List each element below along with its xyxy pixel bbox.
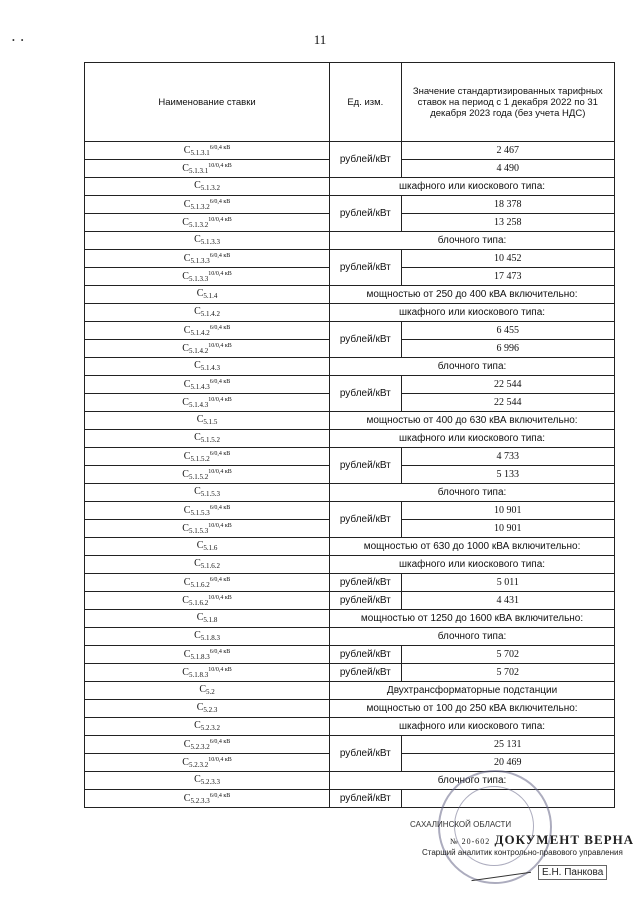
rate-code	[85, 376, 330, 394]
rate-value: 5 133	[401, 466, 614, 484]
rate-code-index: 5.2	[206, 687, 215, 696]
rate-code-voltage: 6/0,4 кВ	[209, 450, 231, 457]
rate-code-index: 5.1.4.2	[190, 328, 210, 337]
rate-value: 4 490	[401, 160, 614, 178]
rate-code	[85, 250, 330, 268]
rate-code-index: 5.1.3.2	[190, 202, 210, 211]
table-row	[85, 250, 615, 268]
rate-code	[85, 232, 330, 250]
rate-code-voltage: 6/0,4 кВ	[209, 504, 231, 511]
rate-code-base: С	[182, 594, 189, 606]
rate-code	[85, 358, 330, 376]
table-row	[85, 592, 615, 610]
rate-code-index: 5.2.3.3	[190, 796, 210, 805]
rate-code-base: С	[183, 144, 191, 156]
rate-code-base: С	[182, 756, 189, 768]
rate-code-voltage: 6/0,4 кВ	[209, 324, 231, 331]
rate-code-index: 5.2.3	[203, 705, 218, 714]
rate-code	[85, 736, 330, 754]
rate-code-index: 5.1.3.3	[188, 274, 209, 283]
rate-code-base: С	[196, 539, 204, 551]
rate-value: 5 702	[401, 646, 614, 664]
rate-code-voltage: 10/0,4 кВ	[208, 666, 232, 673]
rate-code	[85, 196, 330, 214]
rate-code-index: 5.1.6.2	[188, 598, 209, 607]
rate-code-index: 5.1.5.2	[188, 472, 209, 481]
unit-cell: рублей/кВт	[330, 448, 401, 484]
rate-code-voltage: 6/0,4 кВ	[209, 738, 231, 745]
rate-code-base: С	[182, 666, 189, 678]
section-title: мощностью от 1250 до 1600 кВА включительно:	[330, 610, 615, 628]
table-row	[85, 448, 615, 466]
rate-value: 5 011	[401, 574, 614, 592]
section-row	[85, 628, 615, 646]
rate-code-base: С	[182, 396, 189, 408]
unit-cell: рублей/кВт	[330, 250, 401, 286]
rate-code-base: С	[194, 359, 201, 371]
header-unit: Ед. изм.	[330, 63, 401, 142]
rate-code-voltage: 6/0,4 кВ	[209, 378, 231, 385]
rate-code	[85, 430, 330, 448]
table-header-row	[85, 63, 615, 142]
section-title: блочного типа:	[330, 484, 615, 502]
section-row	[85, 232, 615, 250]
rate-code	[85, 160, 330, 178]
rate-code	[85, 322, 330, 340]
unit-cell: рублей/кВт	[330, 196, 401, 232]
rate-value: 4 733	[401, 448, 614, 466]
rate-code-index: 5.1.6	[203, 543, 218, 552]
stamp-department: Старший аналитик контрольно-правового управления	[422, 848, 623, 857]
tariff-table	[84, 62, 615, 808]
rate-code	[85, 592, 330, 610]
rate-code-base: С	[199, 683, 206, 695]
rate-code-index: 5.1.5.3	[200, 489, 220, 498]
rate-code-base: С	[194, 719, 201, 731]
rate-code-base: С	[183, 738, 191, 750]
rate-code-voltage: 10/0,4 кВ	[208, 396, 232, 403]
rate-code-base: С	[183, 378, 191, 390]
rate-code-index: 5.1.3.2	[200, 183, 220, 192]
rate-value: 6 455	[401, 322, 614, 340]
rate-code	[85, 286, 330, 304]
section-title: шкафного или киоскового типа:	[330, 556, 615, 574]
section-title: блочного типа:	[330, 358, 615, 376]
rate-code	[85, 682, 330, 700]
rate-code	[85, 790, 330, 808]
rate-value: 25 131	[401, 736, 614, 754]
header-value: Значение стандартизированных тарифных ставок на период с 1 декабря 2022 по 31 декабря 2023 года (без учета НДС)	[401, 63, 614, 142]
rate-code-index: 5.1.5.2	[200, 435, 220, 444]
rate-code	[85, 412, 330, 430]
rate-value: 6 996	[401, 340, 614, 358]
rate-code-index: 5.2.3.3	[200, 777, 220, 786]
rate-code-base: С	[183, 450, 191, 462]
rate-code-index: 5.1.4	[203, 291, 218, 300]
table-row	[85, 376, 615, 394]
rate-code	[85, 268, 330, 286]
rate-code-base: С	[194, 179, 201, 191]
unit-cell: рублей/кВт	[330, 592, 401, 610]
unit-cell: рублей/кВт	[330, 574, 401, 592]
rate-code-base: С	[196, 287, 204, 299]
section-title: блочного типа:	[330, 772, 615, 790]
section-row	[85, 610, 615, 628]
rate-value: 2 467	[401, 142, 614, 160]
section-title: мощностью от 100 до 250 кВА включительно:	[330, 700, 615, 718]
table-row	[85, 196, 615, 214]
rate-value: 22 544	[401, 394, 614, 412]
rate-code	[85, 304, 330, 322]
rate-code-base: С	[182, 270, 189, 282]
rate-code-voltage: 6/0,4 кВ	[209, 792, 231, 799]
rate-code-index: 5.1.3.1	[190, 148, 210, 157]
section-row	[85, 556, 615, 574]
section-row	[85, 718, 615, 736]
rate-code	[85, 394, 330, 412]
table-row	[85, 574, 615, 592]
rate-code-voltage: 6/0,4 кВ	[209, 576, 231, 583]
rate-code-base: С	[194, 485, 201, 497]
rate-code-index: 5.1.8.3	[188, 670, 209, 679]
section-title: шкафного или киоскового типа:	[330, 430, 615, 448]
section-title: мощностью от 630 до 1000 кВА включительно:	[330, 538, 615, 556]
rate-code-base: С	[183, 792, 191, 804]
rate-code-voltage: 10/0,4 кВ	[208, 594, 232, 601]
table-row	[85, 646, 615, 664]
rate-code-base: С	[196, 413, 204, 425]
section-row	[85, 700, 615, 718]
stamp-number: № 20-602	[450, 837, 491, 846]
rate-code	[85, 340, 330, 358]
rate-code-base: С	[194, 557, 201, 569]
unit-cell: рублей/кВт	[330, 790, 401, 808]
header-name: Наименование ставки	[85, 63, 330, 142]
rate-code-index: 5.1.8	[203, 615, 218, 624]
rate-code	[85, 628, 330, 646]
rate-code	[85, 718, 330, 736]
rate-code-base: С	[182, 522, 189, 534]
rate-code-voltage: 6/0,4 кВ	[209, 648, 231, 655]
rate-code-base: С	[183, 324, 191, 336]
rate-code-base: С	[182, 162, 189, 174]
stamp-copy-label	[450, 832, 634, 848]
rate-code-base: С	[194, 629, 201, 641]
rate-code-base: С	[183, 648, 191, 660]
stamp-copy-text: ДОКУМЕНТ ВЕРНА	[494, 832, 635, 847]
rate-code-base: С	[194, 305, 201, 317]
rate-code-index: 5.1.3.3	[200, 237, 220, 246]
rate-code	[85, 484, 330, 502]
section-row	[85, 682, 615, 700]
rate-code-index: 5.2.3.2	[188, 760, 209, 769]
rate-code-voltage: 10/0,4 кВ	[208, 468, 232, 475]
rate-code-voltage: 10/0,4 кВ	[208, 162, 232, 169]
table-row	[85, 142, 615, 160]
rate-code	[85, 556, 330, 574]
page-number: 11	[313, 32, 327, 47]
unit-cell: рублей/кВт	[330, 736, 401, 772]
unit-cell: рублей/кВт	[330, 142, 401, 178]
rate-value: 13 258	[401, 214, 614, 232]
rate-code-voltage: 6/0,4 кВ	[209, 144, 231, 151]
unit-cell: рублей/кВт	[330, 646, 401, 664]
rate-code-index: 5.1.3.2	[188, 220, 209, 229]
rate-value: 18 378	[401, 196, 614, 214]
stamp-signer: Е.Н. Панкова	[538, 865, 607, 880]
rate-code-index: 5.1.4.3	[200, 363, 220, 372]
rate-code-index: 5.1.3.3	[190, 256, 210, 265]
section-row	[85, 358, 615, 376]
rate-code-base: С	[183, 252, 191, 264]
rate-code	[85, 142, 330, 160]
rate-value: 17 473	[401, 268, 614, 286]
rate-code	[85, 772, 330, 790]
unit-cell: рублей/кВт	[330, 664, 401, 682]
rate-code-base: С	[196, 611, 204, 623]
rate-code-voltage: 6/0,4 кВ	[209, 198, 231, 205]
rate-code	[85, 754, 330, 772]
rate-code	[85, 178, 330, 196]
table-row	[85, 502, 615, 520]
rate-code	[85, 214, 330, 232]
section-title: мощностью от 250 до 400 кВА включительно:	[330, 286, 615, 304]
rate-code-voltage: 6/0,4 кВ	[209, 252, 231, 259]
rate-value: 4 431	[401, 592, 614, 610]
rate-code-index: 5.1.5.3	[190, 508, 210, 517]
rate-code-base: С	[183, 198, 191, 210]
rate-code-base: С	[194, 233, 201, 245]
rate-code	[85, 466, 330, 484]
scan-dots: • •	[12, 36, 24, 45]
section-title: шкафного или киоскового типа:	[330, 178, 615, 196]
rate-code-base: С	[182, 468, 189, 480]
section-title: шкафного или киоскового типа:	[330, 304, 615, 322]
rate-code-index: 5.1.8.3	[190, 652, 210, 661]
unit-cell: рублей/кВт	[330, 322, 401, 358]
rate-value: 10 901	[401, 502, 614, 520]
rate-code-base: С	[194, 773, 201, 785]
rate-code	[85, 700, 330, 718]
rate-code-index: 5.2.3.2	[200, 723, 220, 732]
rate-code	[85, 502, 330, 520]
rate-code-voltage: 10/0,4 кВ	[208, 756, 232, 763]
section-title: блочного типа:	[330, 628, 615, 646]
rate-code-index: 5.1.4.3	[190, 382, 210, 391]
rate-code-base: С	[182, 342, 189, 354]
section-title: мощностью от 400 до 630 кВА включительно:	[330, 412, 615, 430]
rate-code-index: 5.1.4.3	[188, 400, 209, 409]
rate-code-index: 5.2.3.2	[190, 742, 210, 751]
rate-code-index: 5.1.3.1	[188, 166, 209, 175]
rate-code	[85, 610, 330, 628]
section-row	[85, 412, 615, 430]
rate-value: 5 702	[401, 664, 614, 682]
rate-code-index: 5.1.4.2	[188, 346, 209, 355]
section-row	[85, 538, 615, 556]
rate-code-index: 5.1.8.3	[200, 633, 220, 642]
rate-code-voltage: 10/0,4 кВ	[208, 342, 232, 349]
section-title: Двухтрансформаторные подстанции	[330, 682, 615, 700]
rate-code	[85, 520, 330, 538]
rate-code	[85, 574, 330, 592]
rate-code-voltage: 10/0,4 кВ	[208, 270, 232, 277]
rate-code-index: 5.1.5	[203, 417, 218, 426]
rate-value: 20 469	[401, 754, 614, 772]
rate-code-base: С	[196, 701, 204, 713]
rate-value: 10 452	[401, 250, 614, 268]
rate-code-base: С	[194, 431, 201, 443]
table-row	[85, 322, 615, 340]
section-row	[85, 430, 615, 448]
rate-code-index: 5.1.5.2	[190, 454, 210, 463]
rate-code-base: С	[182, 216, 189, 228]
rate-code-voltage: 10/0,4 кВ	[208, 216, 232, 223]
rate-code	[85, 448, 330, 466]
table-body	[85, 142, 615, 808]
rate-value: 22 544	[401, 376, 614, 394]
rate-code-base: С	[183, 576, 191, 588]
rate-code-index: 5.1.6.2	[200, 561, 220, 570]
section-row	[85, 304, 615, 322]
rate-code-index: 5.1.6.2	[190, 580, 210, 589]
table-row	[85, 664, 615, 682]
rate-code-base: С	[183, 504, 191, 516]
rate-code-index: 5.1.5.3	[188, 526, 209, 535]
rate-code	[85, 664, 330, 682]
stamp-region: САХАЛИНСКОЙ ОБЛАСТИ	[410, 820, 512, 829]
section-row	[85, 178, 615, 196]
rate-code-voltage: 10/0,4 кВ	[208, 522, 232, 529]
section-row	[85, 484, 615, 502]
rate-code-index: 5.1.4.2	[200, 309, 220, 318]
section-title: шкафного или киоскового типа:	[330, 718, 615, 736]
rate-value: 10 901	[401, 520, 614, 538]
unit-cell: рублей/кВт	[330, 502, 401, 538]
section-row	[85, 286, 615, 304]
rate-code	[85, 538, 330, 556]
section-title: блочного типа:	[330, 232, 615, 250]
unit-cell: рублей/кВт	[330, 376, 401, 412]
rate-code	[85, 646, 330, 664]
table-row	[85, 736, 615, 754]
